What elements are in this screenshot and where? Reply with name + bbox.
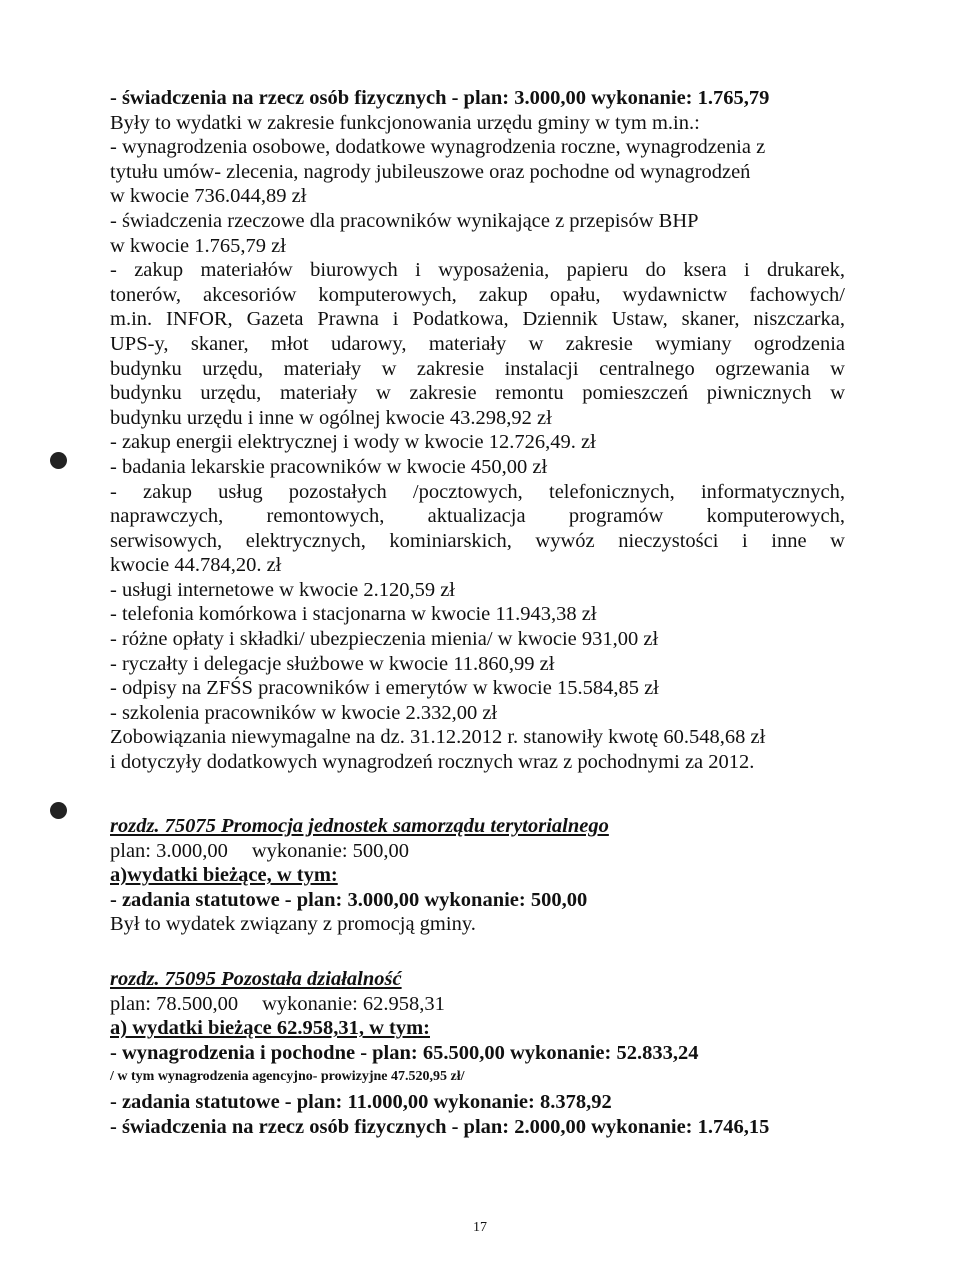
text-line: - zakup usług pozostałych /pocztowych, telefonicznych, informatycznych, [110, 480, 845, 503]
text-line: budynku urzędu i inne w ogólnej kwocie 43.298,92 zł [110, 406, 552, 429]
text-line: i dotyczyły dodatkowych wynagrodzeń rocznych wraz z pochodnymi za 2012. [110, 751, 755, 774]
section-75075 [110, 814, 845, 937]
text-line: - zakup materiałów biurowych i wyposażenia, papieru do ksera i drukarek, [110, 259, 845, 282]
current-expenses-heading: a) wydatki bieżące 62.958,31, w tym: [110, 1017, 430, 1040]
text-line: - odpisy na ZFŚS pracowników i emerytów w kwocie 15.584,85 zł [110, 677, 659, 700]
text-line: - usługi internetowe w kwocie 2.120,59 zł [110, 578, 456, 601]
page-number: 17 [473, 1220, 487, 1235]
text-line: - zakup energii elektrycznej i wody w kwocie 12.726,49. zł [110, 431, 596, 454]
section-heading: rozdz. 75095 Pozostała działalność [110, 968, 402, 990]
section-heading: rozdz. 75075 Promocja jednostek samorządu terytorialnego [110, 815, 609, 837]
text-line: - ryczałty i delegacje służbowe w kwocie 11.860,99 zł [110, 652, 555, 675]
note-line: Był to wydatek związany z promocją gminy. [110, 913, 476, 936]
plan-line [110, 839, 845, 864]
section-75095 [110, 967, 845, 1139]
text-line: Zobowiązania niewymagalne na dz. 31.12.2012 r. stanowiły kwotę 60.548,68 zł [110, 726, 766, 749]
benefits-line: - świadczenia na rzecz osób fizycznych - plan: 2.000,00 wykonanie: 1.746,15 [110, 1115, 770, 1138]
plan-value: plan: 78.500,00 [110, 992, 239, 1015]
agency-salaries-note: / w tym wynagrodzenia agencyjno- prowizyjne 47.520,95 zł/ [110, 1069, 465, 1085]
text-line: - telefonia komórkowa i stacjonarna w kwocie 11.943,38 zł [110, 603, 597, 626]
text-line: UPS-y, skaner, młot udarowy, materiały w zakresie wymiany ogrodzenia [110, 332, 845, 355]
current-expenses-heading: a)wydatki bieżące, w tym: [110, 864, 338, 887]
statutory-tasks-line: - zadania statutowe - plan: 3.000,00 wykonanie: 500,00 [110, 888, 588, 911]
execution-value: wykonanie: 62.958,31 [262, 992, 445, 1015]
plan-value: plan: 3.000,00 [110, 839, 228, 862]
text-line: tytułu umów- zlecenia, nagrody jubileuszowe oraz pochodne od wynagrodzeń [110, 160, 751, 183]
hole-punch-mark-top [50, 452, 67, 469]
salaries-line: - wynagrodzenia i pochodne - plan: 65.500,00 wykonanie: 52.833,24 [110, 1041, 699, 1064]
text-line: - badania lekarskie pracowników w kwocie 450,00 zł [110, 455, 548, 478]
text-line: - szkolenia pracowników w kwocie 2.332,00 zł [110, 701, 498, 724]
text-line: - świadczenia rzeczowe dla pracowników wynikające z przepisów BHP [110, 209, 699, 232]
text-line: - wynagrodzenia osobowe, dodatkowe wynagrodzenia roczne, wynagrodzenia z [110, 136, 766, 159]
text-line: kwocie 44.784,20. zł [110, 554, 282, 577]
text-line: budynku urzędu, materiały w zakresie instalacji centralnego ogrzewania w [110, 357, 845, 380]
statutory-tasks-line: - zadania statutowe - plan: 11.000,00 wykonanie: 8.378,92 [110, 1090, 612, 1113]
text-line: serwisowych, elektrycznych, kominiarskich, wywóz nieczystości i inne w [110, 529, 845, 552]
text-line: - różne opłaty i składki/ ubezpieczenia mienia/ w kwocie 931,00 zł [110, 628, 659, 651]
text-line: w kwocie 1.765,79 zł [110, 234, 286, 257]
text-line: budynku urzędu, materiały w zakresie remontu pomieszczeń piwnicznych w [110, 382, 845, 405]
text-line: m.in. INFOR, Gazeta Prawna i Podatkowa, Dziennik Ustaw, skaner, niszczarka, [110, 308, 845, 331]
hole-punch-mark-bottom [50, 802, 67, 819]
text-line: tonerów, akcesoriów komputerowych, zakup opału, wydawnictw fachowych/ [110, 283, 845, 306]
benefits-line: - świadczenia na rzecz osób fizycznych - plan: 3.000,00 wykonanie: 1.765,79 [110, 87, 770, 109]
text-line: naprawczych, remontowych, aktualizacja programów komputerowych, [110, 505, 845, 528]
text-line: w kwocie 736.044,89 zł [110, 185, 307, 208]
text-line: Były to wydatki w zakresie funkcjonowania urzędu gminy w tym m.in.: [110, 111, 700, 134]
plan-line [110, 992, 845, 1017]
section-administration-expenses [110, 86, 845, 775]
execution-value: wykonanie: 500,00 [251, 839, 410, 862]
